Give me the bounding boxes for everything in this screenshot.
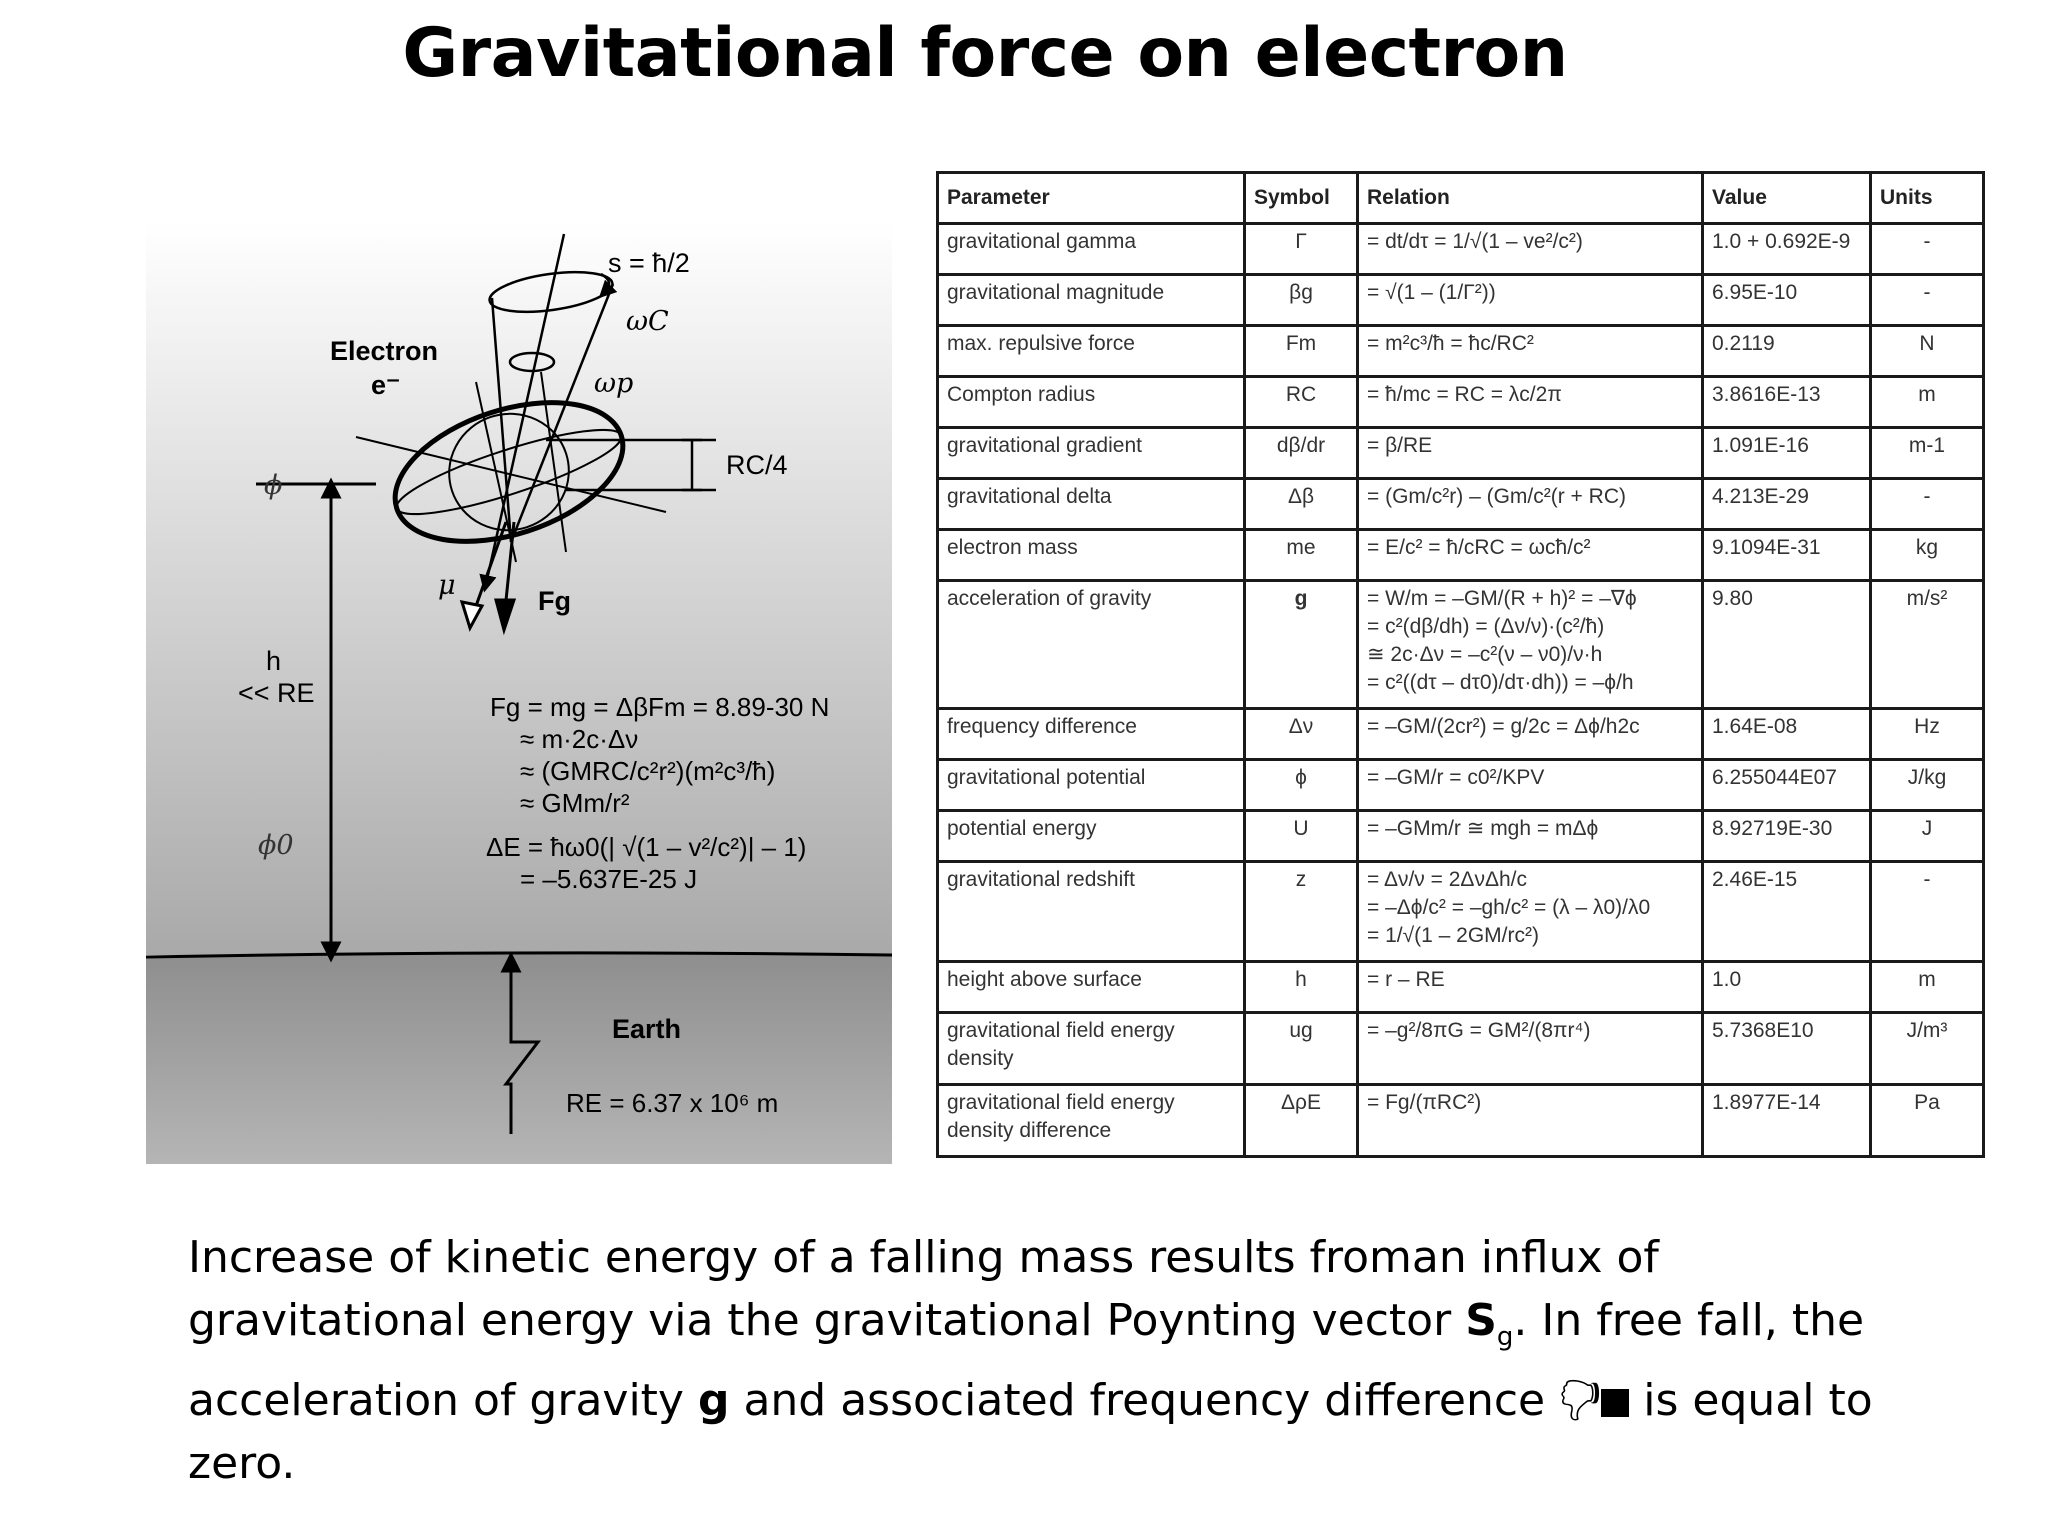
radius-label: RC/4 — [726, 450, 788, 480]
caption-text: is equal to zero. — [188, 1374, 1873, 1489]
mu-label: μ — [438, 570, 456, 601]
units-cell: - — [1871, 479, 1984, 530]
value-cell: 1.0 — [1703, 962, 1871, 1013]
value-cell: 3.8616E-13 — [1703, 377, 1871, 428]
table-row — [938, 275, 1984, 326]
table-header-row — [938, 173, 1984, 224]
relation-cell: = Δν/ν = 2ΔνΔh/c = –Δϕ/c² = –gh/c² = (λ – λ0)/λ0 = 1/√(1 – 2GM/rc²) — [1358, 862, 1703, 962]
symbol-cell: Γ — [1245, 224, 1358, 275]
table-row — [938, 224, 1984, 275]
symbol-cell: g — [1245, 581, 1358, 709]
value-cell: 1.64E-08 — [1703, 709, 1871, 760]
parameter-cell: frequency difference — [938, 709, 1245, 760]
units-cell: J — [1871, 811, 1984, 862]
earth-radius-label: RE = 6.37 x 10⁶ m — [566, 1088, 779, 1118]
symbol-cell: ϕ — [1245, 760, 1358, 811]
parameter-cell: gravitational potential — [938, 760, 1245, 811]
relation-cell: = m²c³/ħ = ħc/RC² — [1358, 326, 1703, 377]
units-cell: m/s² — [1871, 581, 1984, 709]
square-glyph-icon — [1601, 1389, 1629, 1417]
parameter-cell: gravitational field energy density difference — [938, 1085, 1245, 1157]
parameter-cell: potential energy — [938, 811, 1245, 862]
parameter-cell: gravitational delta — [938, 479, 1245, 530]
omega-p-label: ωp — [594, 368, 634, 399]
caption-paragraph — [188, 1226, 1918, 1495]
caption-text: Increase of kinetic energy of a falling mass results froman influx of gravitational energy via the gravitational Poynting vector — [188, 1232, 1659, 1346]
electron-earth-diagram — [146, 222, 892, 1164]
units-cell: N — [1871, 326, 1984, 377]
relation-cell: = –g²/8πG = GM²/(8πr⁴) — [1358, 1013, 1703, 1085]
symbol-cell: Δν — [1245, 709, 1358, 760]
parameter-cell: max. repulsive force — [938, 326, 1245, 377]
value-cell: 4.213E-29 — [1703, 479, 1871, 530]
symbol-cell: Δβ — [1245, 479, 1358, 530]
electron-label: Electron — [330, 336, 439, 366]
parameter-cell: acceleration of gravity — [938, 581, 1245, 709]
units-cell: - — [1871, 275, 1984, 326]
parameter-cell: electron mass — [938, 530, 1245, 581]
column-header-relation: Relation — [1358, 173, 1703, 224]
table-row — [938, 862, 1984, 962]
parameter-cell: gravitational field energy density — [938, 1013, 1245, 1085]
table-row — [938, 326, 1984, 377]
table-row — [938, 377, 1984, 428]
relation-cell: = ħ/mc = RC = λc/2π — [1358, 377, 1703, 428]
value-cell: 9.1094E-31 — [1703, 530, 1871, 581]
caption-text: . In free fall, the acceleration of gravity — [188, 1295, 1865, 1426]
parameter-cell: gravitational redshift — [938, 862, 1245, 962]
symbol-cell: z — [1245, 862, 1358, 962]
equation-line: ΔE = ħω0(| √(1 – v²/c²)| – 1) — [486, 832, 807, 862]
relation-cell: = β/RE — [1358, 428, 1703, 479]
value-cell: 6.255044E07 — [1703, 760, 1871, 811]
h-label: h — [266, 646, 282, 676]
value-cell: 1.0 + 0.692E-9 — [1703, 224, 1871, 275]
units-cell: Hz — [1871, 709, 1984, 760]
table-row — [938, 962, 1984, 1013]
parameter-cell: gravitational gamma — [938, 224, 1245, 275]
column-header-value: Value — [1703, 173, 1871, 224]
symbol-cell: ΔρE — [1245, 1085, 1358, 1157]
units-cell: J/m³ — [1871, 1013, 1984, 1085]
symbol-cell: ug — [1245, 1013, 1358, 1085]
parameter-cell: gravitational gradient — [938, 428, 1245, 479]
parameter-cell: height above surface — [938, 962, 1245, 1013]
symbol-cell: h — [1245, 962, 1358, 1013]
relation-cell: = –GM/r = c0²/KPV — [1358, 760, 1703, 811]
spin-label: s = ħ/2 — [608, 248, 690, 278]
relation-cell: = Fg/(πRC²) — [1358, 1085, 1703, 1157]
value-cell: 6.95E-10 — [1703, 275, 1871, 326]
value-cell: 2.46E-15 — [1703, 862, 1871, 962]
electron-symbol: e⁻ — [371, 370, 401, 400]
units-cell: J/kg — [1871, 760, 1984, 811]
column-header-parameter: Parameter — [938, 173, 1245, 224]
equation-line: ≈ GMm/r² — [520, 788, 630, 818]
relation-cell: = dt/dτ = 1/√(1 – ve²/c²) — [1358, 224, 1703, 275]
symbol-cell: RC — [1245, 377, 1358, 428]
units-cell: - — [1871, 224, 1984, 275]
value-cell: 9.80 — [1703, 581, 1871, 709]
relation-cell: = (Gm/c²r) – (Gm/c²(r + RC) — [1358, 479, 1703, 530]
poynting-symbol: S — [1465, 1295, 1497, 1346]
equation-line: ≈ (GMRC/c²r²)(m²c³/ħ) — [520, 756, 776, 786]
h-condition: << RE — [238, 678, 315, 708]
symbol-cell: dβ/dr — [1245, 428, 1358, 479]
phi0-label: ϕ0 — [258, 830, 294, 861]
units-cell: m — [1871, 377, 1984, 428]
gravity-symbol: g — [697, 1374, 730, 1426]
relation-cell: = √(1 – (1/Γ²)) — [1358, 275, 1703, 326]
parameter-table — [936, 171, 1985, 1158]
symbol-cell: βg — [1245, 275, 1358, 326]
column-header-symbol: Symbol — [1245, 173, 1358, 224]
value-cell: 0.2119 — [1703, 326, 1871, 377]
equation-line: = –5.637E-25 J — [520, 864, 698, 894]
units-cell: m-1 — [1871, 428, 1984, 479]
symbol-cell: U — [1245, 811, 1358, 862]
table-row — [938, 581, 1984, 709]
table-row — [938, 1085, 1984, 1157]
equation-line: ≈ m·2c·Δν — [520, 724, 639, 754]
table-row — [938, 530, 1984, 581]
table-row — [938, 1013, 1984, 1085]
symbol-cell: me — [1245, 530, 1358, 581]
relation-cell: = r – RE — [1358, 962, 1703, 1013]
page-title: Gravitational force on electron — [402, 14, 1568, 93]
table-row — [938, 428, 1984, 479]
relation-cell: = W/m = –GM/(R + h)² = –∇ϕ = c²(dβ/dh) = (Δν/ν)·(c²/ħ) ≅ 2c·Δν = –c²(ν – ν0)/ν·h = c²((dτ – dτ0)/dτ·dh)) = –ϕ/h — [1358, 581, 1703, 709]
units-cell: kg — [1871, 530, 1984, 581]
relation-cell: = –GM/(2cr²) = g/2c = Δϕ/h2c — [1358, 709, 1703, 760]
units-cell: m — [1871, 962, 1984, 1013]
table-row — [938, 760, 1984, 811]
fg-label: Fg — [538, 586, 571, 616]
value-cell: 1.091E-16 — [1703, 428, 1871, 479]
relation-cell: = E/c² = ħ/cRC = ωcħ/c² — [1358, 530, 1703, 581]
table-row — [938, 479, 1984, 530]
parameter-cell: Compton radius — [938, 377, 1245, 428]
caption-text: and associated frequency difference — [729, 1374, 1560, 1426]
parameter-cell: gravitational magnitude — [938, 275, 1245, 326]
hand-glyph-icon: 🖓 — [1559, 1374, 1602, 1426]
relation-cell: = –GMm/r ≅ mgh = mΔϕ — [1358, 811, 1703, 862]
poynting-subscript: g — [1496, 1321, 1514, 1352]
value-cell: 1.8977E-14 — [1703, 1085, 1871, 1157]
phi-label: ϕ — [264, 470, 283, 501]
earth-label: Earth — [612, 1014, 682, 1044]
column-header-units: Units — [1871, 173, 1984, 224]
units-cell: - — [1871, 862, 1984, 962]
value-cell: 5.7368E10 — [1703, 1013, 1871, 1085]
value-cell: 8.92719E-30 — [1703, 811, 1871, 862]
table-row — [938, 709, 1984, 760]
equation-line: Fg = mg = ΔβFm = 8.89-30 N — [490, 692, 830, 722]
omega-c-label: ωC — [626, 306, 669, 337]
earth-surface — [146, 953, 892, 1164]
units-cell: Pa — [1871, 1085, 1984, 1157]
table-row — [938, 811, 1984, 862]
symbol-cell: Fm — [1245, 326, 1358, 377]
